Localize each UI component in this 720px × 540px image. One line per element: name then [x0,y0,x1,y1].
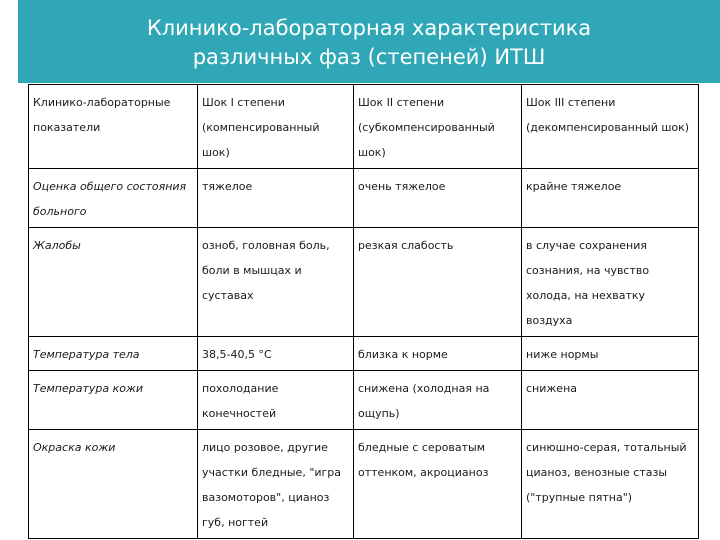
table-cell: похолодание конечностей [198,371,354,430]
table-row [29,430,699,539]
table-cell: ниже нормы [522,337,699,371]
header-shock-3: Шок III степени (декомпенсированный шок) [522,85,699,169]
table-cell: синюшно-серая, тотальный цианоз, венозные стазы ("трупные пятна") [522,430,699,539]
table-cell: близка к норме [354,337,522,371]
row-label: Температура тела [29,337,198,371]
title-line-2: различных фаз (степеней) ИТШ [192,45,546,69]
header-shock-1: Шок I степени (компенсированный шок) [198,85,354,169]
table-cell: лицо розовое, другие участки бледные, "игра вазомоторов", цианоз губ, ногтей [198,430,354,539]
title-line-1: Клинико-лабораторная характеристика [146,16,592,40]
table-header-row [29,85,699,169]
table-cell: в случае сохранения сознания, на чувство холода, на нехватку воздуха [522,228,699,337]
table-cell: тяжелое [198,169,354,228]
table-cell: резкая слабость [354,228,522,337]
row-label: Окраска кожи [29,430,198,539]
table-cell: крайне тяжелое [522,169,699,228]
table-row [29,337,699,371]
header-indicators: Клинико-лабораторные показатели [29,85,198,169]
row-label: Жалобы [29,228,198,337]
row-label: Температура кожи [29,371,198,430]
table-cell: 38,5-40,5 °С [198,337,354,371]
slide-title [18,14,720,72]
header-shock-2: Шок II степени (субкомпенсированный шок) [354,85,522,169]
table-cell: снижена (холодная на ощупь) [354,371,522,430]
characteristics-table [28,84,699,539]
table-cell: бледные с сероватым оттенком, акроцианоз [354,430,522,539]
row-label: Оценка общего состояния больного [29,169,198,228]
table-cell: снижена [522,371,699,430]
table-row [29,169,699,228]
table-cell: очень тяжелое [354,169,522,228]
table-row [29,228,699,337]
table-cell: озноб, головная боль, боли в мышцах и суставах [198,228,354,337]
table-row [29,371,699,430]
